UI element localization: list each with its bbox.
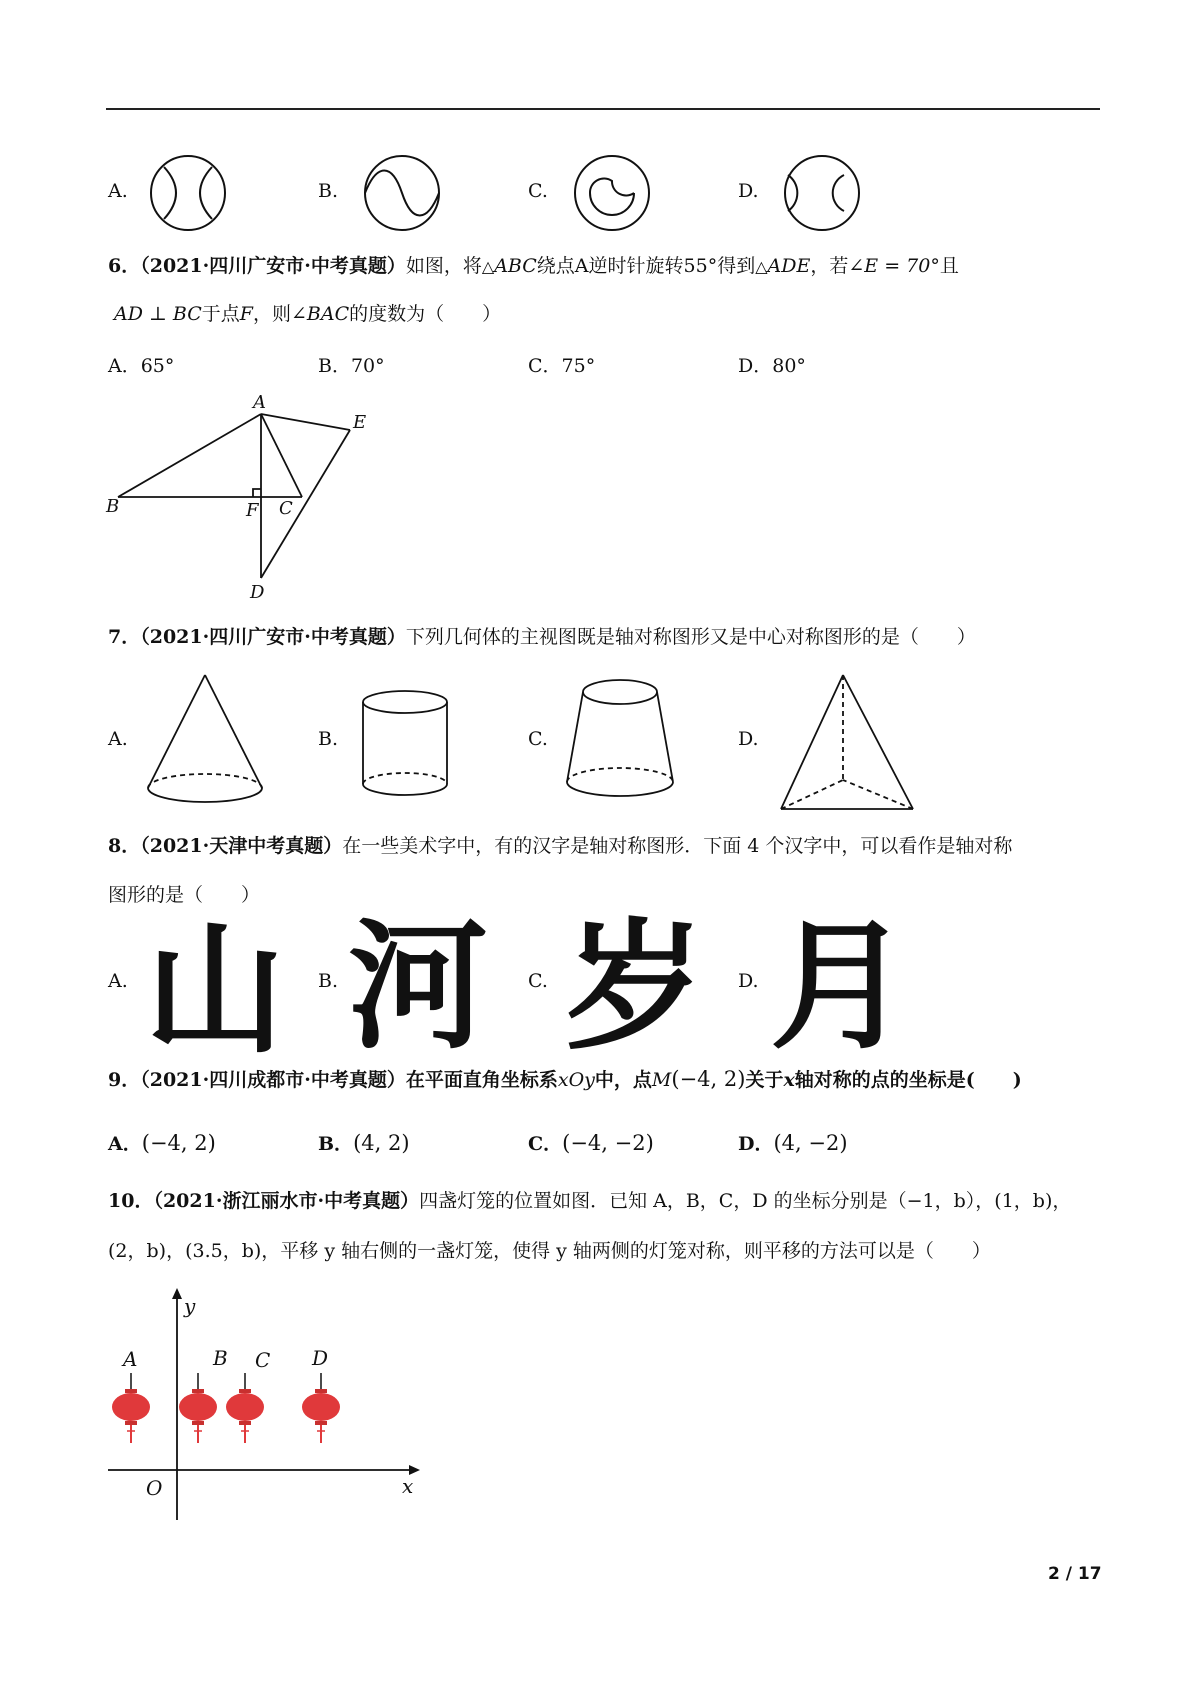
q8-char-sui: 岁: [565, 906, 706, 1069]
q6-option-d: D．80°: [738, 355, 806, 377]
q6-text-1a: 如图，将: [405, 255, 482, 277]
q10-figure: [100, 1285, 430, 1525]
q9-system: xOy: [557, 1069, 595, 1091]
q9-axis: x: [783, 1069, 795, 1091]
q8-source: （2021·天津中考真题）: [140, 835, 343, 857]
q9-text-b: 中，点: [594, 1069, 652, 1091]
q7-option-b-label: B.: [318, 728, 339, 750]
q8-text-line1: 在一些美术字中，有的汉字是轴对称图形．下面 4 个汉字中，可以看作是轴对称: [342, 835, 1013, 857]
q7-pyramid: [778, 670, 918, 815]
q6-text-1d: 得到: [717, 255, 756, 277]
q7-cylinder: [362, 688, 452, 808]
q8-char-shan: 山: [145, 910, 286, 1073]
q8-char-yue: 月: [770, 906, 911, 1069]
q8-stem-line2: 图形的是（ ）: [108, 884, 261, 906]
q6-number: 6．: [108, 255, 141, 277]
q9-text-d: 轴对称的点的坐标是( ): [794, 1069, 1022, 1091]
q7-number: 7．: [108, 626, 141, 648]
q6-label-f: F: [246, 500, 259, 521]
q10-number: 10．: [108, 1190, 154, 1212]
q9-text-a: 在平面直角坐标系: [405, 1069, 558, 1091]
q7-option-a-label: A.: [108, 728, 128, 750]
q6-angle: 55°: [683, 255, 718, 277]
q6-label-c: C: [279, 498, 293, 519]
q7-option-d-label: D.: [738, 728, 759, 750]
q6-text-1e: ，若: [810, 255, 849, 277]
q8-option-d-label: D.: [738, 970, 759, 992]
q9-option-b: B．(4, 2): [318, 1131, 410, 1155]
q5-option-b-label: B.: [318, 180, 339, 202]
q9-point-coord: (−4, 2): [671, 1067, 746, 1091]
q6-option-a: A．65°: [108, 355, 175, 377]
q10-label-c: C: [255, 1348, 271, 1372]
q6-point-a: A: [574, 255, 589, 277]
q10-label-b: B: [213, 1346, 228, 1370]
q9-stem: [108, 1066, 1022, 1093]
q9-point-m: M: [651, 1069, 672, 1091]
q10-label-d: D: [312, 1346, 329, 1370]
q9-option-d: D．(4, −2): [738, 1131, 848, 1155]
q7-cone: [145, 670, 265, 810]
q8-number: 8．: [108, 835, 141, 857]
q10-text-line1: 四盏灯笼的位置如图．已知 A，B，C，D 的坐标分别是（−1，b），(1，b)，: [419, 1190, 1072, 1212]
q7-option-c-label: C.: [528, 728, 548, 750]
q8-option-a-label: A.: [108, 970, 128, 992]
lantern-b: [179, 1373, 217, 1443]
q5-figure-c: [572, 153, 652, 233]
q6-triangle-ade: ADE: [767, 255, 811, 277]
page-number: 2 / 17: [1048, 1564, 1102, 1584]
q6-label-a: A: [253, 392, 266, 413]
q6-option-b: B．70°: [318, 355, 385, 377]
q9-option-c: C．(−4, −2): [528, 1131, 654, 1155]
q9-number: 9．: [108, 1069, 141, 1091]
q6-perpendicular: AD ⊥ BC: [114, 303, 202, 325]
q10-label-x: x: [402, 1474, 414, 1498]
q10-stem-line1: [108, 1188, 1071, 1214]
q8-option-b-label: B.: [318, 970, 339, 992]
q10-label-a: A: [123, 1347, 138, 1371]
q6-text-1f: 且: [939, 255, 959, 277]
q7-text: 下列几何体的主视图既是轴对称图形又是中心对称图形的是（ ）: [405, 626, 976, 648]
q6-label-e: E: [353, 412, 367, 433]
q6-text-1b: 绕点: [536, 255, 575, 277]
q5-option-c-label: C.: [528, 180, 548, 202]
q9-text-c: 关于: [745, 1069, 784, 1091]
q6-text-2c: ，则: [252, 303, 291, 325]
lantern-c: [226, 1373, 264, 1443]
q10-label-y: y: [184, 1294, 196, 1318]
lantern-d: [302, 1373, 340, 1443]
q6-triangle-abc: ABC: [494, 255, 537, 277]
header-rule: [106, 108, 1100, 110]
q9-option-a: A．(−4, 2): [108, 1131, 216, 1155]
q6-figure: [100, 390, 380, 610]
q6-label-b: B: [106, 496, 120, 517]
q9-source: （2021·四川成都市·中考真题）: [140, 1069, 406, 1091]
q7-source: （2021·四川广安市·中考真题）: [140, 626, 406, 648]
q6-option-c: C．75°: [528, 355, 596, 377]
q8-char-he: 河: [348, 906, 489, 1069]
q8-option-c-label: C.: [528, 970, 548, 992]
q8-stem-line1: [108, 833, 1012, 859]
q6-text-1c: 逆时针旋转: [588, 255, 684, 277]
q7-stem: [108, 624, 976, 650]
q6-source: （2021·四川广安市·中考真题）: [140, 255, 406, 277]
q5-figure-b: [362, 153, 442, 233]
q7-frustum: [565, 678, 675, 808]
q6-ask-angle: ∠BAC: [290, 303, 350, 325]
q10-label-o: O: [146, 1476, 163, 1500]
q6-point-f: F: [239, 303, 253, 325]
q5-option-a-label: A.: [108, 180, 128, 202]
q5-figure-d: [782, 153, 862, 233]
q5-option-d-label: D.: [738, 180, 759, 202]
q6-line1: 6．（2021·四川广安市·中考真题）如图，将△ABC绕点A逆时针旋转55°得到△ADE，若∠E = 70°且: [108, 255, 959, 277]
q10-source: （2021·浙江丽水市·中考真题）: [153, 1190, 420, 1212]
q6-condition: ∠E = 70°: [848, 255, 940, 277]
q10-stem-line2: (2，b)，(3.5，b)，平移 y 轴右侧的一盏灯笼，使得 y 轴两侧的灯笼对称，则平移的方法可以是（ ）: [108, 1240, 991, 1262]
q6-line2: [114, 301, 501, 327]
q5-figure-a: [148, 153, 228, 233]
q6-text-2b: 于点: [201, 303, 240, 325]
lantern-a: [112, 1373, 150, 1443]
q6-text-2d: 的度数为（ ）: [349, 303, 502, 325]
q6-label-d: D: [250, 582, 265, 603]
